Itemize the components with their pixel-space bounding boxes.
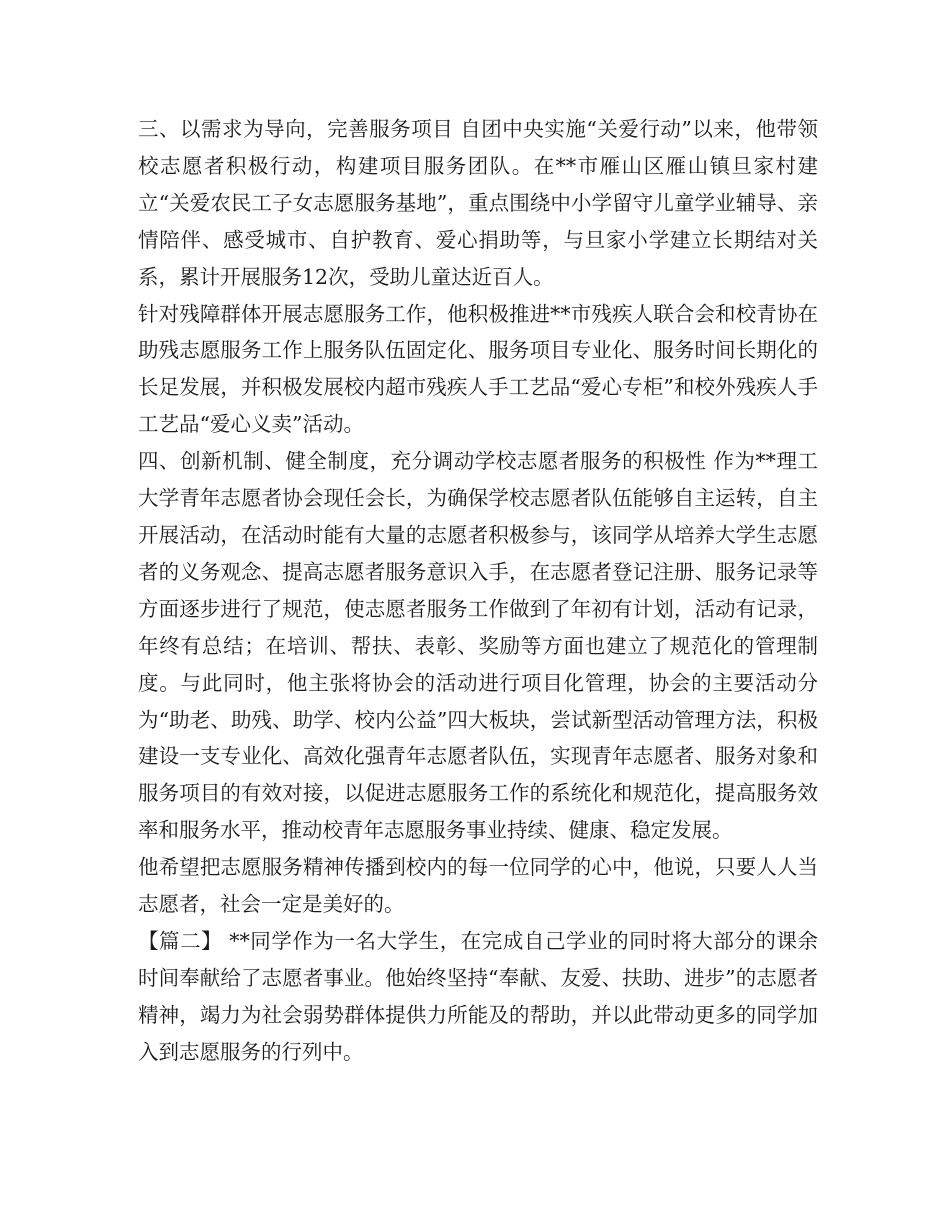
paragraph-disability-service: 针对残障群体开展志愿服务工作，他积极推进**市残疾人联合会和校青协在助残志愿服务工作上服务队伍固定化、服务项目专业化、服务时间长期化的长足发展，并积极发展校内超市残疾人手工艺品“爱心专柜”和校外残疾人手工艺品“爱心义卖”活动。 [138,301,818,437]
paragraph-hope: 他希望把志愿服务精神传播到校内的每一位同学的心中，他说，只要人人当志愿者，社会一定是美好的。 [138,855,818,917]
paragraph-service-projects: 三、以需求为导向，完善服务项目 自团中央实施“关爱行动”以来，他带领校志愿者积极行动，构建项目服务团队。在**市雁山区雁山镇旦家村建立“关爱农民工子女志愿服务基地”，重点围绕中小学留守儿童学业辅导、亲情陪伴、感受城市、自护教育、爱心捐助等，与旦家小学建立长期结对关系，累计开展服务12次，受助儿童达近百人。 [138,117,818,289]
paragraph-mechanism-innovation: 四、创新机制、健全制度，充分调动学校志愿者服务的积极性 作为**理工大学青年志愿者协会现任会长，为确保学校志愿者队伍能够自主运转，自主开展活动，在活动时能有大量的志愿者积极参与，该同学从培养大学生志愿者的义务观念、提高志愿者服务意识入手，在志愿者登记注册、服务记录等方面逐步进行了规范，使志愿者服务工作做到了年初有计划，活动有记录，年终有总结；在培训、帮扶、表彰、奖励等方面也建立了规范化的管理制度。与此同时，他主张将协会的活动进行项目化管理，协会的主要活动分为“助老、助残、助学、校内公益”四大板块，尝试新型活动管理方法，积极建设一支专业化、高效化强青年志愿者队伍，实现青年志愿者、服务对象和服务项目的有效对接，以促进志愿服务工作的系统化和规范化，提高服务效率和服务水平，推动校青年志愿服务事业持续、健康、稳定发展。 [138,449,818,843]
paragraph-part-two: 【篇二】 **同学作为一名大学生，在完成自己学业的同时将大部分的课余时间奉献给了志愿者事业。他始终坚持“奉献、友爱、扶助、进步”的志愿者精神，竭力为社会弱势群体提供力所能及的帮助，并以此带动更多的同学加入到志愿服务的行列中。 [138,928,818,1064]
document-body [138,111,818,1071]
